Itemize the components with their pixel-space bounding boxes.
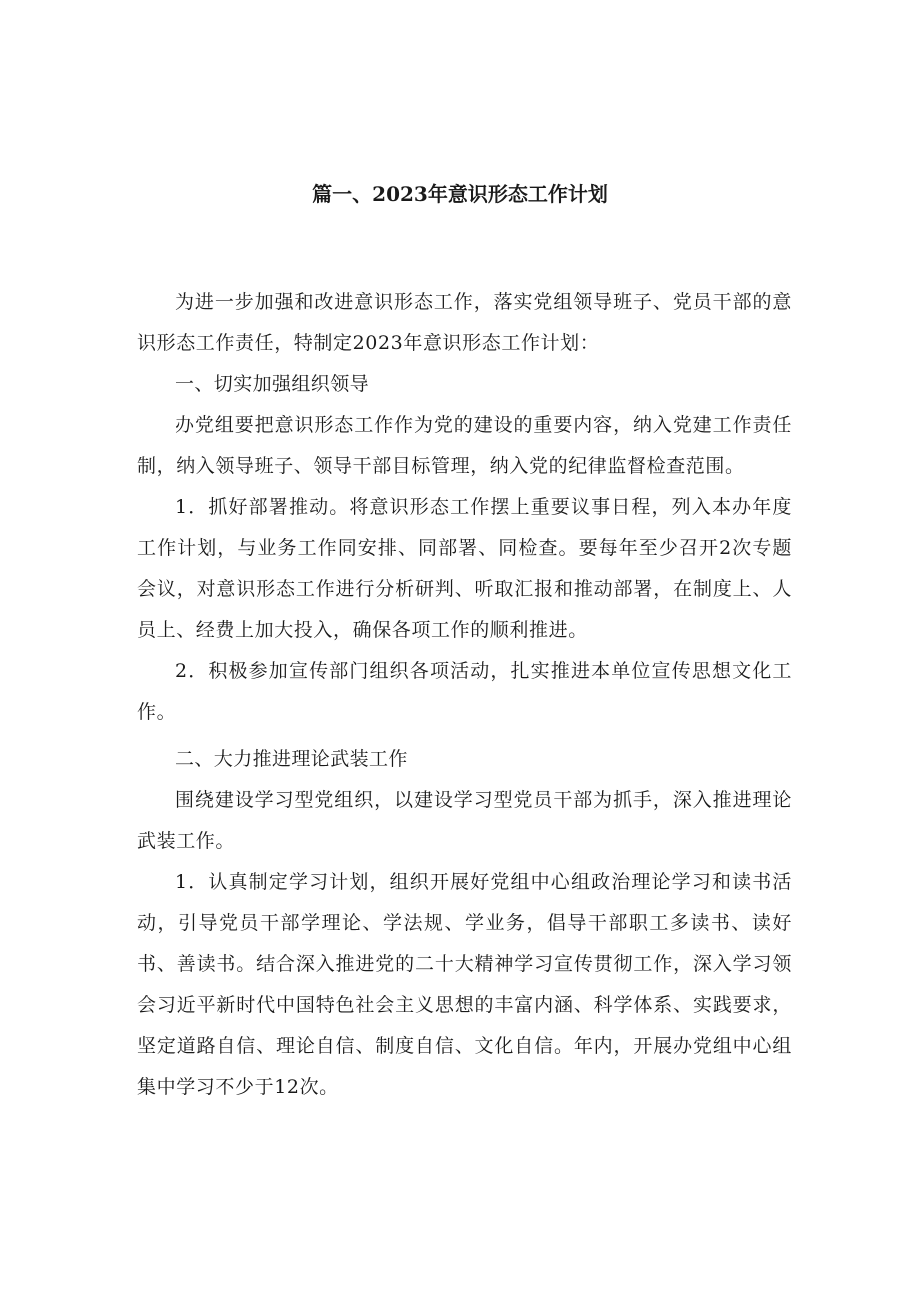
intro-paragraph: 为进一步加强和改进意识形态工作，落实党组领导班子、党员干部的意识形态工作责任，特制定2023年意识形态工作计划： xyxy=(137,291,792,354)
section-heading-2: 二、大力推进理论武装工作 xyxy=(175,748,408,770)
section-1-paragraph-1: 办党组要把意识形态工作作为党的建设的重要内容，纳入党建工作责任制，纳入领导班子、领导干部目标管理，纳入党的纪律监督检查范围。 xyxy=(137,414,792,477)
section-2-paragraph-2: 1．认真制定学习计划，组织开展好党组中心组政治理论学习和读书活动，引导党员干部学理论、学法规、学业务，倡导干部职工多读书、读好书、善读书。结合深入推进党的二十大精神学习宣传贯彻工作，深入学习领会习近平新时代中国特色社会主义思想的丰富内涵、科学体系、实践要求，坚定道路自信、理论自信、制度自信、文化自信。年内，开展办党组中心组集中学习不少于12次。 xyxy=(137,871,792,1098)
document-body xyxy=(137,282,792,1108)
section-1-paragraph-2: 1．抓好部署推动。将意识形态工作摆上重要议事日程，列入本办年度工作计划，与业务工作同安排、同部署、同检查。要每年至少召开2次专题会议，对意识形态工作进行分析研判、听取汇报和推动部署，在制度上、人员上、经费上加大投入，确保各项工作的顺利推进。 xyxy=(137,496,792,641)
section-1-paragraph-3: 2．积极参加宣传部门组织各项活动，扎实推进本单位宣传思想文化工作。 xyxy=(137,660,792,723)
section-heading-1: 一、切实加强组织领导 xyxy=(175,373,370,395)
section-2-paragraph-1: 围绕建设学习型党组织，以建设学习型党员干部为抓手，深入推进理论武装工作。 xyxy=(137,789,792,852)
document-title: 篇一、2023年意识形态工作计划 xyxy=(312,182,608,206)
